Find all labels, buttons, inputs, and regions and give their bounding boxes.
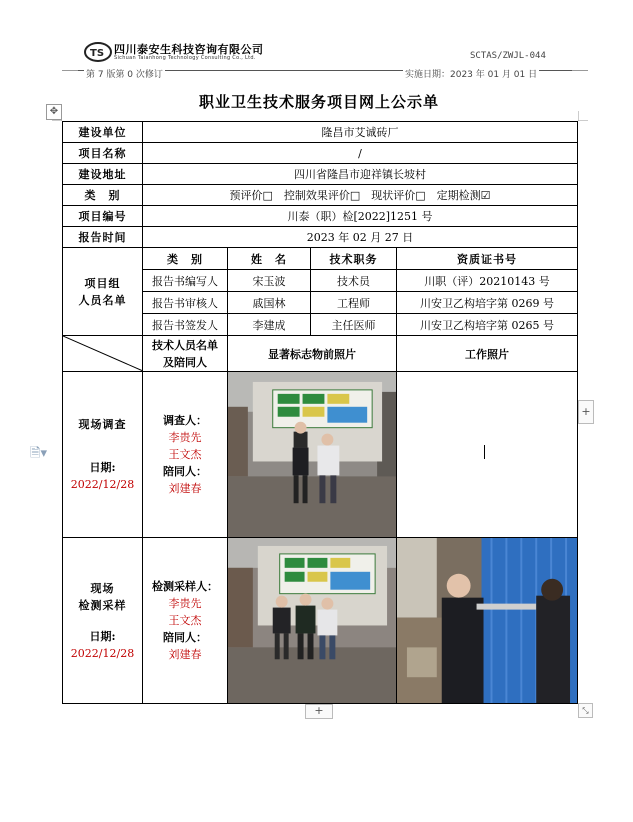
sampler-name: 王文杰	[168, 614, 202, 628]
staff-col-type: 类 别	[143, 248, 228, 270]
companion-label: 陪同人：	[163, 465, 207, 478]
sampling-work-photo	[397, 538, 578, 704]
investigator-label: 调查人：	[163, 414, 207, 427]
survey-staff-cell	[143, 372, 228, 538]
work-photo-header: 工作照片	[397, 336, 578, 372]
survey-date: 2022/12/28	[70, 478, 135, 491]
crop-mark-icon	[578, 111, 588, 121]
investigator-name: 李贵先	[168, 431, 202, 444]
staff-name: 宋玉波	[228, 270, 311, 292]
sampling-sign-photo	[228, 538, 397, 704]
staff-list-header	[143, 336, 228, 372]
staff-title: 主任医师	[311, 314, 397, 336]
staff-role: 报告书审核人	[143, 292, 228, 314]
survey-work-photo	[397, 372, 578, 538]
category-label: 类 别	[63, 185, 143, 206]
company-name-en: Sichuan Taianhong Technology Consulting Co., Ltd.	[114, 55, 256, 61]
sampler-label: 检测采样人：	[152, 580, 218, 594]
add-row-button[interactable]: +	[305, 704, 333, 719]
sampling-date: 2022/12/28	[70, 646, 135, 660]
sampling-date-label: 日期:	[89, 629, 116, 643]
staff-group-label-line1: 项目组	[84, 276, 121, 290]
unit-label: 建设单位	[63, 122, 143, 143]
sampler-name: 李贵先	[168, 597, 202, 611]
project-name-label: 项目名称	[63, 143, 143, 164]
sampling-label-line1: 现场	[90, 581, 115, 595]
table-move-handle-icon[interactable]: ✥	[46, 104, 62, 120]
project-number-label: 项目编号	[63, 206, 143, 227]
sampling-label-line2: 检测采样	[78, 598, 127, 612]
unit-value: 隆昌市艾诚砖厂	[143, 122, 578, 143]
implementation-date: 实施日期：2023 年 01 月 01 日	[403, 67, 539, 80]
address-label: 建设地址	[63, 164, 143, 185]
document-code: SCTAS/ZWJL-044	[470, 51, 546, 61]
sampling-staff-cell	[143, 538, 228, 704]
text-cursor	[484, 445, 485, 459]
staff-title: 工程师	[311, 292, 397, 314]
company-name-cn: 四川泰安生科技咨询有限公司	[114, 43, 264, 56]
company-logo-icon	[84, 41, 112, 63]
disclosure-table	[62, 121, 578, 704]
table-resize-handle-icon[interactable]: ⤡	[578, 703, 593, 718]
investigator-name: 王文杰	[168, 448, 202, 461]
sign-photo-header: 显著标志物前照片	[228, 336, 397, 372]
companion-label: 陪同人：	[163, 631, 207, 645]
staff-group-label	[63, 248, 143, 336]
header-margin-mark-right	[572, 70, 588, 71]
add-column-button[interactable]: +	[578, 400, 594, 424]
diagonal-header-cell	[63, 336, 143, 372]
document-title: 职业卫生技术服务项目网上公示单	[198, 93, 439, 111]
revision-note: 第 7 版第 0 次修订	[84, 67, 165, 80]
staff-name: 李建成	[228, 314, 311, 336]
staff-cert: 川安卫乙构培字第 0269 号	[397, 292, 578, 314]
staff-col-title: 技术职务	[311, 248, 397, 270]
staff-col-name: 姓 名	[228, 248, 311, 270]
sampling-label-cell	[63, 538, 143, 704]
staff-title: 技术员	[311, 270, 397, 292]
staff-list-header-line2: 及陪同人	[163, 355, 207, 369]
companion-name: 刘建春	[168, 648, 202, 662]
survey-date-label: 日期:	[89, 461, 116, 474]
diagonal-line	[63, 336, 143, 371]
survey-label: 现场调查	[78, 418, 127, 431]
svg-text:TS: TS	[90, 48, 105, 59]
survey-label-cell	[63, 372, 143, 538]
staff-cert: 川职（评）20210143 号	[397, 270, 578, 292]
document-side-icon[interactable]: 🗎▾	[30, 446, 47, 461]
staff-role: 报告书签发人	[143, 314, 228, 336]
survey-sign-photo	[228, 372, 397, 538]
address-value: 四川省隆昌市迎祥镇长坡村	[143, 164, 578, 185]
survey-sign-photo-image	[228, 372, 396, 537]
staff-list-header-line1: 技术人员名单	[152, 338, 218, 352]
staff-cert: 川安卫乙构培字第 0265 号	[397, 314, 578, 336]
staff-group-label-line2: 人员名单	[78, 293, 127, 307]
companion-name: 刘建春	[168, 482, 202, 495]
report-time-label: 报告时间	[63, 227, 143, 248]
staff-name: 戚国林	[228, 292, 311, 314]
staff-role: 报告书编写人	[143, 270, 228, 292]
report-time-value: 2023 年 02 月 27 日	[143, 227, 578, 248]
project-number-value: 川泰（职）检[2022]1251 号	[143, 206, 578, 227]
category-options: 预评价□ 控制效果评价□ 现状评价□ 定期检测☑	[143, 185, 578, 206]
sampling-sign-photo-image	[228, 538, 396, 703]
sampling-work-photo-image	[397, 538, 577, 703]
staff-col-cert: 资质证书号	[397, 248, 578, 270]
header-margin-mark-left	[62, 70, 78, 71]
project-name-value: /	[143, 143, 578, 164]
